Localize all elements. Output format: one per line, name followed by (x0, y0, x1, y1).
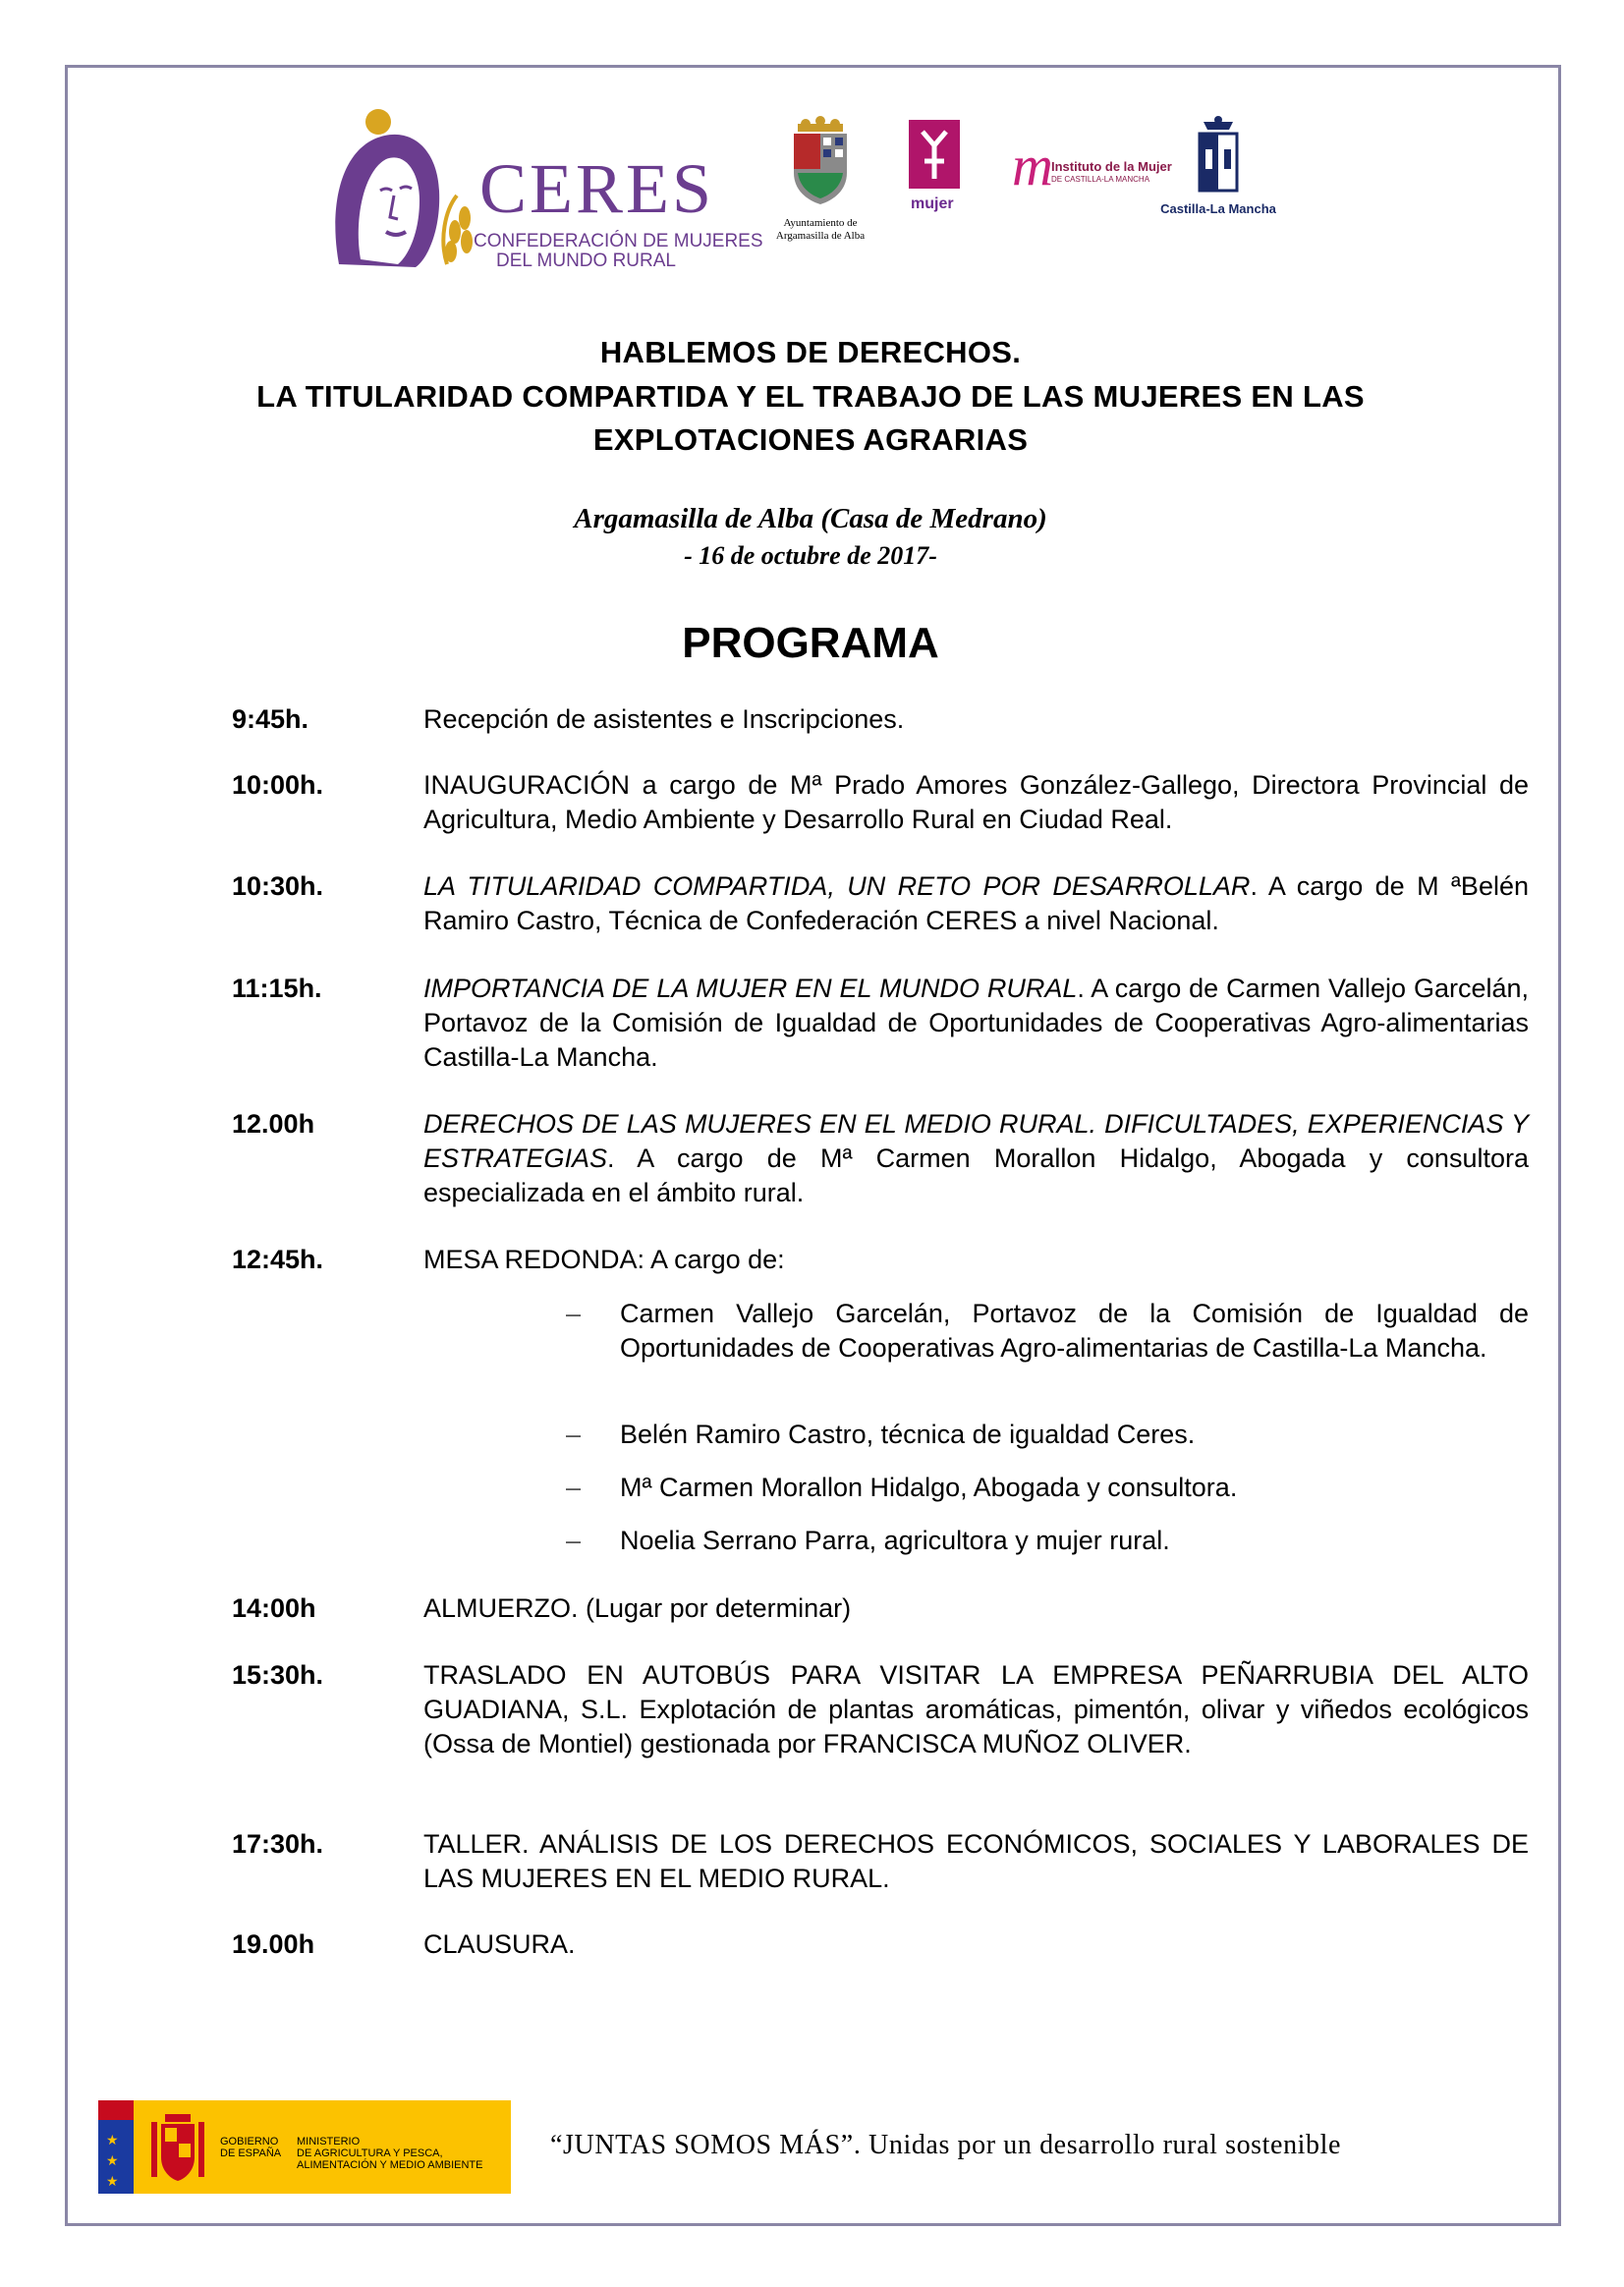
program-topic: LA TITULARIDAD COMPARTIDA, UN RETO POR DESARROLLAR (423, 871, 1251, 901)
instituto-caption-line2: DE CASTILLA-LA MANCHA (1051, 175, 1150, 184)
ceres-subtitle-line1: CONFEDERACIÓN DE MUJERES (474, 231, 763, 251)
centro-mujer-logo (909, 120, 964, 214)
footer-slogan: “JUNTAS SOMOS MÁS”. Unidas por un desarrollo rural sostenible (550, 2130, 1342, 2160)
program-description: TRASLADO EN AUTOBÚS PARA VISITAR LA EMPRESA PEÑARRUBIA DEL ALTO GUADIANA, S.L. Explotación de plantas aromáticas, pimentón, olivar y viñedos ecológicos (Ossa de Montiel) gestionada por FRANCISCA MUÑOZ OLIVER. (423, 1660, 1529, 1758)
dash-bullet: – (566, 1299, 582, 1328)
instituto-caption-line1: Instituto de la Mujer (1051, 159, 1172, 174)
spain-coat-of-arms-icon (147, 2108, 208, 2187)
instituto-mujer-logo (1012, 126, 1172, 204)
centro-mujer-icon (909, 120, 964, 214)
program-time: 15:30h. (232, 1660, 324, 1690)
instituto-m-icon (1012, 126, 1051, 204)
program-description: Recepción de asistentes e Inscripciones. (423, 704, 905, 734)
program-time: 14:00h (232, 1593, 316, 1623)
program-description (423, 1107, 1529, 1210)
gobierno-label: GOBIERNO DE ESPAÑA (220, 2136, 282, 2159)
ayuntamiento-logo (756, 116, 884, 253)
program-time: 10:30h. (232, 871, 324, 901)
svg-text:★: ★ (106, 2132, 119, 2148)
program-description (423, 869, 1529, 938)
program-time: 12.00h (232, 1109, 315, 1139)
ceres-logo (329, 102, 763, 271)
ceres-wordmark: CERES (479, 149, 715, 228)
dash-bullet: – (566, 1420, 582, 1449)
svg-text:★: ★ (106, 2152, 119, 2168)
program-description: INAUGURACIÓN a cargo de Mª Prado Amores González-Gallego, Directora Provincial de Agricultura, Medio Ambiente y Desarrollo Rural en Ciudad Real. (423, 770, 1529, 834)
program-description: CLAUSURA. (423, 1929, 576, 1959)
program-speaker: . A cargo de M ªBelén Ramiro Castro, Técnica de Confederación CERES a nivel Nacional. (423, 871, 1529, 935)
clm-caption: Castilla-La Mancha (1160, 201, 1276, 216)
ceres-subtitle-line2: DEL MUNDO RURAL (496, 251, 676, 271)
svg-text:★: ★ (106, 2173, 119, 2189)
round-table-participant: – Mª Carmen Morallon Hidalgo, Abogada y consultora. (620, 1471, 1529, 1505)
program-topic: DERECHOS DE LAS MUJERES EN EL MEDIO RURAL. DIFICULTADES, EXPERIENCIAS Y ESTRATEGIAS (423, 1109, 1529, 1173)
program-description (423, 972, 1529, 1075)
svg-text:m: m (1012, 134, 1051, 197)
title-line-3: EXPLOTACIONES AGRARIAS (592, 422, 1029, 457)
gobierno-espana-logo (98, 2100, 511, 2194)
program-time: 10:00h. (232, 770, 324, 800)
program-speaker: . A cargo de Carmen Vallejo Garcelán, Portavoz de la Comisión de Igualdad de Oportunidades de Cooperativas Agro-alimentarias Castilla-La Mancha. (423, 974, 1530, 1072)
clm-castle-icon (1194, 116, 1243, 195)
program-speaker: . A cargo de Mª Carmen Morallon Hidalgo, Abogada y consultora especializada en el ámbito rural. (423, 1144, 1529, 1207)
castilla-la-mancha-logo (1159, 116, 1277, 224)
program-topic: IMPORTANCIA DE LA MUJER EN EL MUNDO RURAL (423, 974, 1078, 1003)
dash-bullet: – (566, 1473, 582, 1502)
program-description: TALLER. ANÁLISIS DE LOS DERECHOS ECONÓMICOS, SOCIALES Y LABORALES DE LAS MUJERES EN EL MEDIO RURAL. (423, 1829, 1529, 1893)
program-time: 17:30h. (232, 1829, 324, 1859)
program-time: 12:45h. (232, 1245, 324, 1274)
title-line-1: HABLEMOS DE DERECHOS. (599, 335, 1022, 369)
coat-of-arms-icon (786, 116, 855, 206)
program-time: 19.00h (232, 1929, 315, 1959)
program-time: 9:45h. (232, 704, 309, 734)
event-location: Argamasilla de Alba (Casa de Medrano) (574, 503, 1047, 534)
svg-text:mujer: mujer (911, 195, 954, 212)
eu-spain-flag-icon (98, 2100, 134, 2194)
program-description: MESA REDONDA: A cargo de: (423, 1245, 785, 1274)
title-line-2: LA TITULARIDAD COMPARTIDA Y EL TRABAJO DE LAS MUJERES EN LAS (256, 379, 1365, 414)
ceres-woman-icon (329, 102, 486, 269)
ayuntamiento-caption-line1: Ayuntamiento de (783, 217, 858, 229)
ministerio-label: MINISTERIO DE AGRICULTURA Y PESCA, ALIMENTACIÓN Y MEDIO AMBIENTE (297, 2136, 483, 2171)
program-description: ALMUERZO. (Lugar por determinar) (423, 1593, 852, 1623)
program-heading: PROGRAMA (682, 619, 939, 667)
round-table-participant: – Noelia Serrano Parra, agricultora y mujer rural. (620, 1524, 1529, 1558)
dash-bullet: – (566, 1526, 582, 1555)
event-date: - 16 de octubre de 2017- (684, 541, 937, 570)
round-table-participant: – Belén Ramiro Castro, técnica de igualdad Ceres. (620, 1418, 1529, 1452)
round-table-participant: – Carmen Vallejo Garcelán, Portavoz de la Comisión de Igualdad de Oportunidades de Cooperativas Agro-alimentarias de Castilla-La Mancha. (566, 1299, 1529, 1363)
program-time: 11:15h. (232, 974, 322, 1003)
ayuntamiento-caption-line2: Argamasilla de Alba (775, 230, 866, 242)
